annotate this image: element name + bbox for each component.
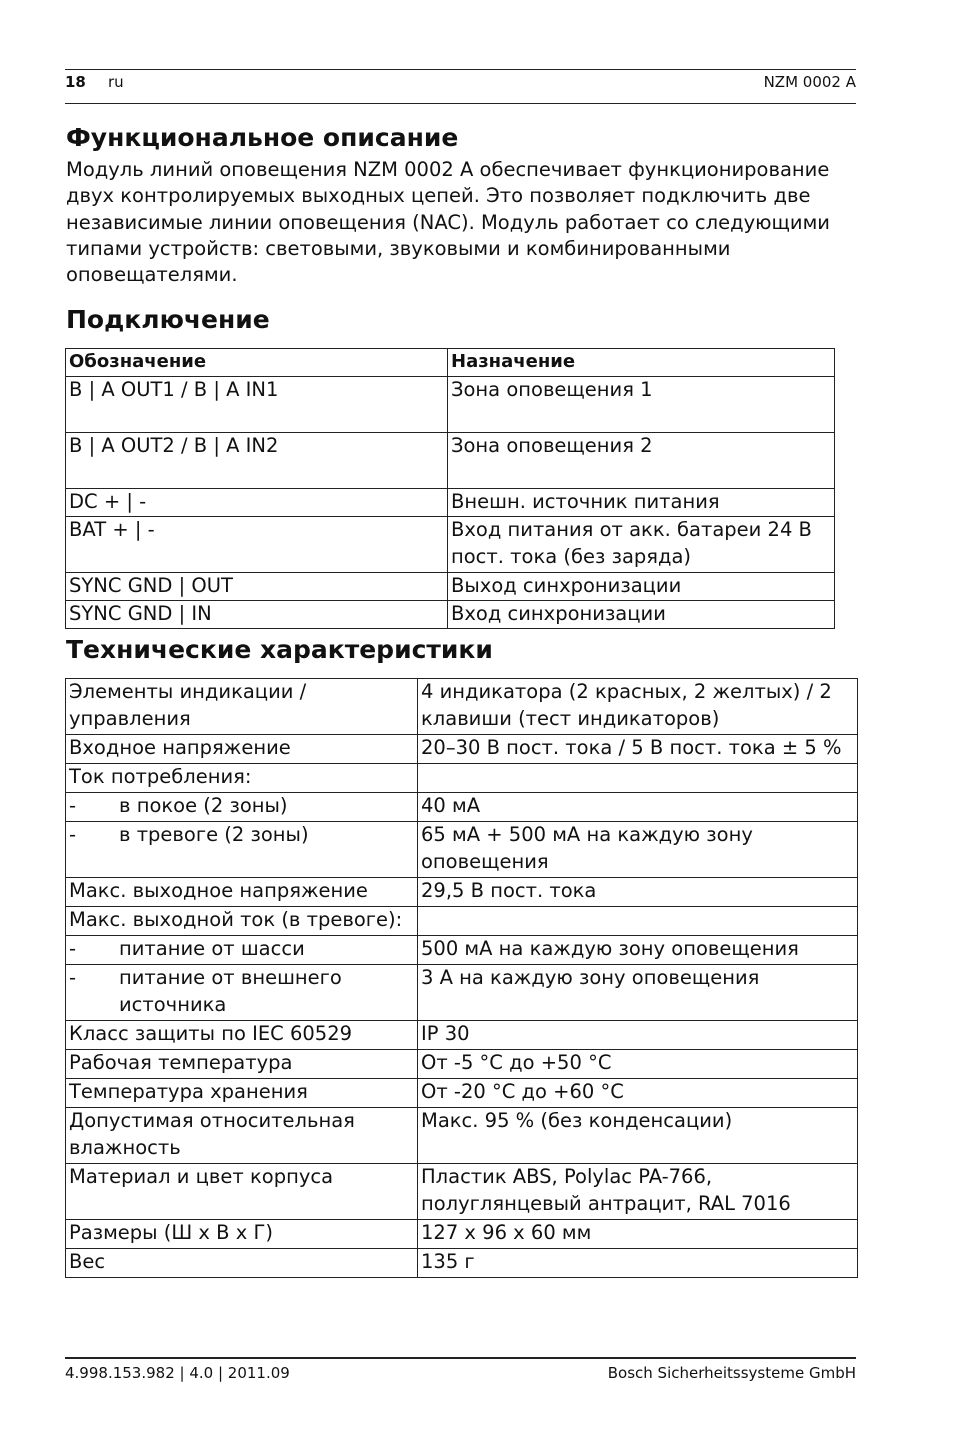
spec-name-cell: Температура хранения: [66, 1079, 418, 1108]
document-id: 4.998.153.982 | 4.0 | 2011.09: [65, 1364, 290, 1382]
section-title-connection: Подключение: [66, 305, 270, 334]
table-row: [66, 878, 858, 907]
spec-name-cell: Вес: [66, 1249, 418, 1278]
table-row: [66, 764, 858, 793]
spec-value-cell: 20–30 В пост. тока / 5 В пост. тока ± 5 %: [418, 735, 858, 764]
purpose-cell: Зона оповещения 2: [448, 433, 835, 489]
spec-name-cell: [66, 822, 418, 878]
language-code: ru: [108, 73, 124, 91]
document-code: NZM 0002 A: [763, 73, 856, 91]
spec-name-cell: [66, 793, 418, 822]
table-row: [66, 907, 858, 936]
terminal-cell: DC + | -: [66, 489, 448, 517]
list-dash: -: [69, 966, 77, 989]
table-row: [66, 1050, 858, 1079]
functional-description: [66, 157, 866, 288]
table-row: [66, 735, 858, 764]
sub-item-label: в тревоге (2 зоны): [119, 823, 309, 846]
table-row: [66, 601, 835, 629]
table-row: [66, 489, 835, 517]
list-dash: -: [69, 794, 77, 817]
spec-name-cell: Ток потребления:: [66, 764, 418, 793]
connection-table: [65, 348, 835, 629]
terminal-cell: B | A OUT2 / B | A IN2: [66, 433, 448, 489]
spec-name-cell: Допустимая относительная влажность: [66, 1108, 418, 1164]
purpose-cell: Выход синхронизации: [448, 573, 835, 601]
section-title-specs: Технические характеристики: [66, 635, 493, 664]
column-header: Обозначение: [66, 349, 448, 377]
page-header: [65, 69, 856, 104]
table-row: [66, 679, 858, 735]
table-row: [66, 936, 858, 965]
list-dash: -: [69, 823, 77, 846]
table-row: [66, 1021, 858, 1050]
spec-name-cell: Размеры (Ш x В x Г): [66, 1220, 418, 1249]
sub-item-label: в покое (2 зоны): [119, 794, 288, 817]
table-row: [66, 517, 835, 573]
section-title-functional: Функциональное описание: [66, 123, 459, 152]
spec-value-cell: [418, 907, 858, 936]
column-header: Назначение: [448, 349, 835, 377]
table-row: [66, 573, 835, 601]
table-row: [66, 1220, 858, 1249]
spec-value-cell: От -20 °C до +60 °C: [418, 1079, 858, 1108]
terminal-cell: BAT + | -: [66, 517, 448, 573]
page-footer: [65, 1357, 856, 1382]
spec-value-cell: 127 x 96 x 60 мм: [418, 1220, 858, 1249]
spec-name-cell: Элементы индикации / управления: [66, 679, 418, 735]
spec-value-cell: 40 мА: [418, 793, 858, 822]
terminal-cell: SYNC GND | OUT: [66, 573, 448, 601]
spec-value-cell: 135 г: [418, 1249, 858, 1278]
spec-name-cell: Макс. выходной ток (в тревоге):: [66, 907, 418, 936]
description-line: оповещателями.: [66, 263, 238, 287]
spec-value-cell: От -5 °C до +50 °C: [418, 1050, 858, 1079]
spec-value-cell: 29,5 В пост. тока: [418, 878, 858, 907]
description-line: независимые линии оповещения (NAC). Модуль работает со следующими: [66, 210, 830, 234]
purpose-cell: Вход питания от акк. батареи 24 В пост. тока (без заряда): [448, 517, 835, 573]
list-dash: -: [69, 937, 77, 960]
spec-value-cell: 500 мА на каждую зону оповещения: [418, 936, 858, 965]
table-header-row: [66, 349, 835, 377]
table-row: [66, 433, 835, 489]
sub-item-label: питание от шасси: [119, 937, 305, 960]
sub-item-label: питание от внешнего источника: [119, 966, 342, 1016]
table-row: [66, 1164, 858, 1220]
spec-name-cell: Класс защиты по IEC 60529: [66, 1021, 418, 1050]
table-row: [66, 822, 858, 878]
terminal-cell: SYNC GND | IN: [66, 601, 448, 629]
table-row: [66, 793, 858, 822]
purpose-cell: Вход синхронизации: [448, 601, 835, 629]
table-row: [66, 1108, 858, 1164]
purpose-cell: Внешн. источник питания: [448, 489, 835, 517]
spec-name-cell: Материал и цвет корпуса: [66, 1164, 418, 1220]
spec-name-cell: Макс. выходное напряжение: [66, 878, 418, 907]
description-line: двух контролируемых выходных цепей. Это позволяет подключить две: [66, 184, 811, 208]
purpose-cell: Зона оповещения 1: [448, 377, 835, 433]
spec-name-cell: [66, 936, 418, 965]
description-line: типами устройств: световыми, звуковыми и комбинированными: [66, 236, 731, 260]
table-row: [66, 965, 858, 1021]
company-name: Bosch Sicherheitssysteme GmbH: [607, 1364, 856, 1382]
description-line: Модуль линий оповещения NZM 0002 A обеспечивает функционирование: [66, 158, 830, 181]
terminal-cell: B | A OUT1 / B | A IN1: [66, 377, 448, 433]
spec-value-cell: [418, 764, 858, 793]
page-number: 18: [65, 73, 86, 91]
table-row: [66, 1249, 858, 1278]
table-row: [66, 1079, 858, 1108]
spec-value-cell: Макс. 95 % (без конденсации): [418, 1108, 858, 1164]
specs-table: [65, 678, 858, 1278]
spec-name-cell: Входное напряжение: [66, 735, 418, 764]
spec-name-cell: Рабочая температура: [66, 1050, 418, 1079]
table-row: [66, 377, 835, 433]
spec-name-cell: [66, 965, 418, 1021]
spec-value-cell: 65 мА + 500 мА на каждую зону оповещения: [418, 822, 858, 878]
spec-value-cell: 4 индикатора (2 красных, 2 желтых) / 2 клавиши (тест индикаторов): [418, 679, 858, 735]
spec-value-cell: IP 30: [418, 1021, 858, 1050]
spec-value-cell: Пластик ABS, Polylac PA-766, полуглянцевый антрацит, RAL 7016: [418, 1164, 858, 1220]
spec-value-cell: 3 А на каждую зону оповещения: [418, 965, 858, 1021]
